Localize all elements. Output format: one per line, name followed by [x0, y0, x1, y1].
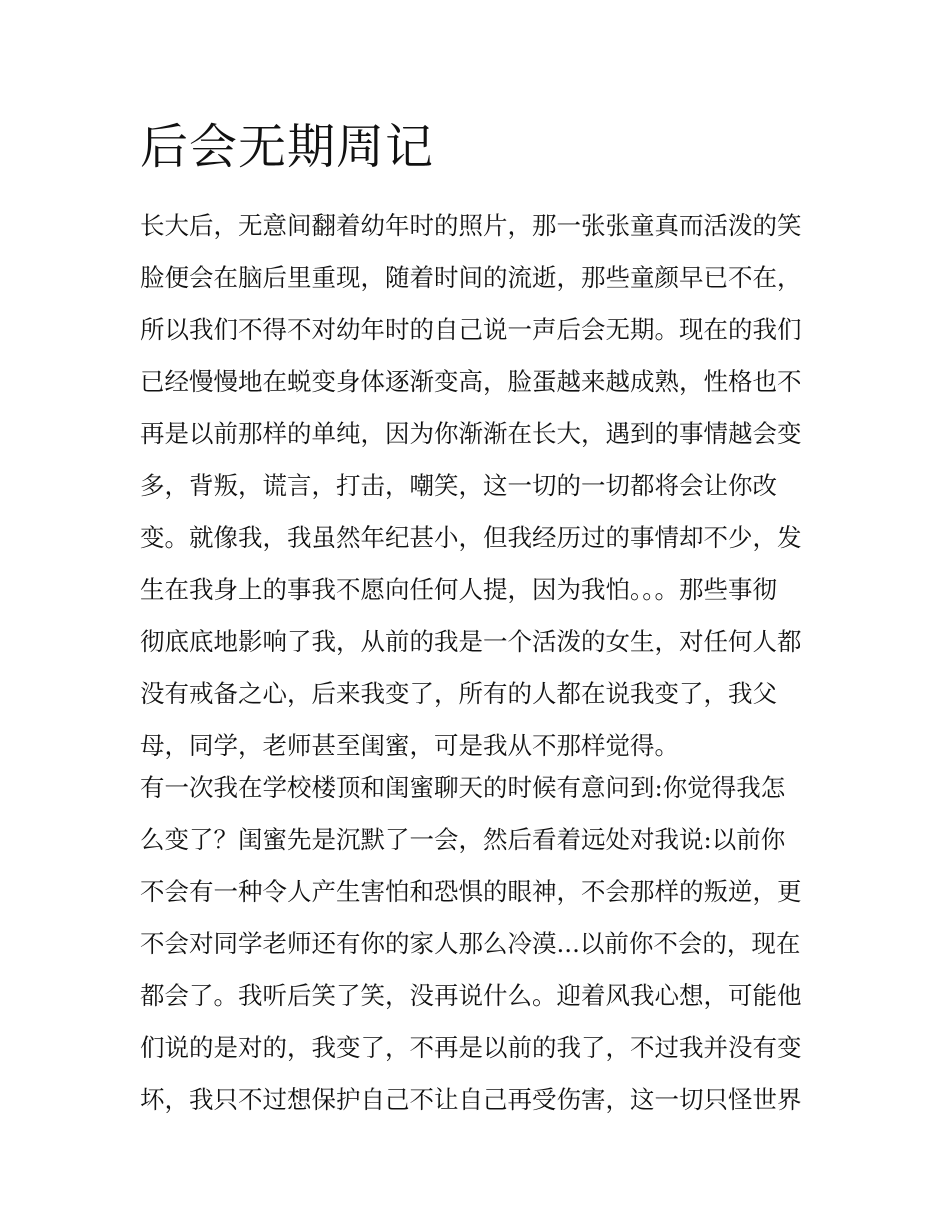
text-line: 有一次我在学校楼顶和闺蜜聊天的时候有意问到:你觉得我怎 — [140, 773, 786, 802]
document-title: 后会无期周记 — [140, 119, 435, 175]
text-line: 长大后，无意间翻着幼年时的照片，那一张张童真而活泼的笑 — [140, 211, 802, 240]
text-line: 变。就像我，我虽然年纪甚小，但我经历过的事情却不少，发 — [140, 523, 802, 552]
paragraph-2 — [140, 762, 820, 1126]
text-line: 不会有一种令人产生害怕和恐惧的眼神，不会那样的叛逆，更 — [140, 877, 802, 906]
text-line: 所以我们不得不对幼年时的自己说一声后会无期。现在的我们 — [140, 315, 802, 344]
text-line: 们说的是对的，我变了，不再是以前的我了，不过我并没有变 — [140, 1033, 802, 1062]
text-line: 不会对同学老师还有你的家人那么冷漠...以前你不会的，现在 — [140, 929, 801, 958]
text-line: 多，背叛，谎言，打击，嘲笑，这一切的一切都将会让你改 — [140, 471, 777, 500]
document-body — [140, 200, 820, 1126]
text-line: 没有戒备之心，后来我变了，所有的人都在说我变了，我父 — [140, 679, 777, 708]
text-line: 么变了？闺蜜先是沉默了一会，然后看着远处对我说:以前你 — [140, 825, 786, 854]
text-line: 脸便会在脑后里重现，随着时间的流逝，那些童颜早已不在， — [140, 263, 802, 292]
text-line: 生在我身上的事我不愿向任何人提，因为我怕。。。那些事彻 — [140, 575, 777, 604]
text-line: 再是以前那样的单纯，因为你渐渐在长大，遇到的事情越会变 — [140, 419, 802, 448]
text-line: 母，同学，老师甚至闺蜜，可是我从不那样觉得。 — [140, 731, 679, 760]
text-line: 已经慢慢地在蜕变身体逐渐变高，脸蛋越来越成熟，性格也不 — [140, 367, 802, 396]
text-line: 彻底底地影响了我，从前的我是一个活泼的女生，对任何人都 — [140, 627, 802, 656]
text-line: 都会了。我听后笑了笑，没再说什么。迎着风我心想，可能他 — [140, 981, 802, 1010]
paragraph-1 — [140, 200, 820, 762]
text-line: 坏，我只不过想保护自己不让自己再受伤害，这一切只怪世界 — [140, 1085, 802, 1114]
